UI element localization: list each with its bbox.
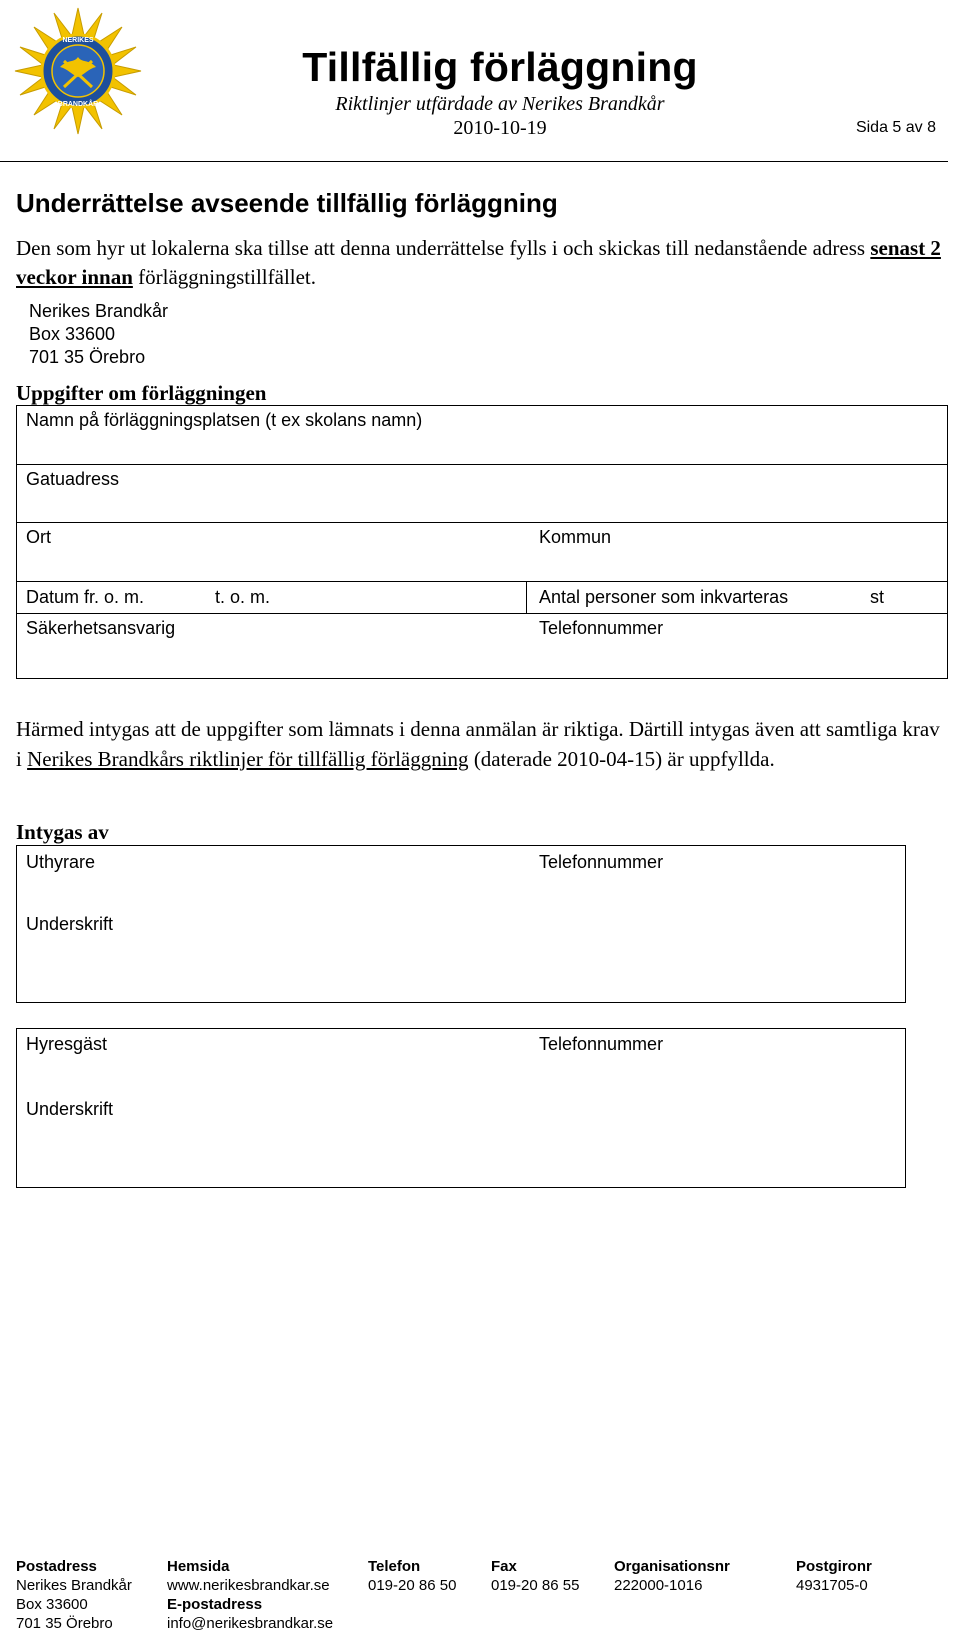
document-subtitle: Riktlinjer utfärdade av Nerikes Brandkår: [335, 93, 665, 115]
tenant-label[interactable]: Hyresgäst: [26, 1034, 108, 1054]
footer-fax: Fax 019-20 86 55: [491, 1558, 580, 1594]
intro-text: Den som hyr ut lokalerna ska tillse att denna underrättelse fylls i och skickas till nedanstående adress: [16, 236, 871, 260]
logo-text-top: NERIKES: [62, 37, 94, 44]
website-link[interactable]: www.nerikesbrandkar.se: [167, 1577, 330, 1594]
logo-text-bottom: BRANDKÅR: [57, 101, 99, 108]
dates-persons-row: [17, 581, 947, 613]
footer-org-number: Organisationsnr 222000-1016: [614, 1558, 730, 1594]
form2-heading: Intygas av: [16, 820, 109, 844]
persons-unit: st: [870, 587, 885, 607]
guidelines-link[interactable]: Nerikes Brandkårs riktlinjer för tillfällig förläggning: [27, 747, 469, 771]
street-field[interactable]: [17, 464, 947, 522]
header-divider: [0, 161, 948, 162]
safety-responsible-label[interactable]: Säkerhetsansvarig: [26, 618, 176, 638]
section-heading: Underrättelse avseende tillfällig förläggning: [16, 188, 558, 218]
landlord-phone-label[interactable]: Telefonnummer: [539, 852, 664, 872]
certification-text: Härmed intygas att de uppgifter som lämnats i denna anmälan är riktiga. Därtill intygas även att samtliga krav i: [16, 717, 940, 771]
document-title: Tillfällig förläggning: [302, 44, 698, 90]
tenant-row: [17, 1029, 905, 1091]
nerikes-brandkar-logo-icon: [14, 5, 142, 135]
footer-website: Hemsida www.nerikesbrandkar.se E-postadress info@nerikesbrandkar.se: [167, 1558, 334, 1632]
tenant-signature-field[interactable]: [17, 1091, 905, 1187]
municipality-label[interactable]: Kommun: [539, 527, 612, 547]
landlord-label[interactable]: Uthyrare: [26, 852, 96, 872]
tenant-phone-label[interactable]: Telefonnummer: [539, 1034, 664, 1054]
footer-postgiro: Postgironr 4931705-0: [796, 1558, 872, 1594]
certification-paragraph: [16, 714, 948, 774]
form1-heading: Uppgifter om förläggningen: [16, 381, 267, 405]
footer-postal-address: Postadress Nerikes Brandkår Box 33600 701 35 Örebro: [16, 1558, 132, 1632]
landlord-signature-label: Underskrift: [26, 914, 114, 934]
document-date: 2010-10-19: [453, 117, 547, 139]
placement-form: [16, 405, 948, 679]
intro-text-end: förläggningstillfället.: [132, 265, 317, 289]
city-municipality-row: [17, 522, 947, 581]
email-link[interactable]: info@nerikesbrandkar.se: [167, 1615, 334, 1632]
date-to-label[interactable]: t. o. m.: [215, 587, 271, 607]
persons-label[interactable]: Antal personer som inkvarteras: [539, 587, 789, 607]
phone-label[interactable]: Telefonnummer: [539, 618, 664, 638]
mailing-address: [29, 300, 168, 369]
landlord-form: [16, 845, 906, 1003]
address-line: Box 33600: [29, 324, 116, 344]
safety-phone-row: [17, 613, 947, 678]
site-name-label: Namn på förläggningsplatsen (t ex skolans namn): [26, 410, 423, 430]
intro-paragraph: [16, 234, 946, 292]
street-label: Gatuadress: [26, 469, 120, 489]
page-number: Sida 5 av 8: [855, 119, 936, 136]
address-line: 701 35 Örebro: [29, 347, 146, 367]
footer-phone: Telefon 019-20 86 50: [368, 1558, 457, 1594]
column-divider: [526, 582, 527, 613]
address-line: Nerikes Brandkår: [29, 301, 169, 321]
city-label[interactable]: Ort: [26, 527, 51, 547]
certification-text-end: (daterade 2010-04-15) är uppfyllda.: [468, 747, 775, 771]
site-name-field[interactable]: [17, 406, 947, 464]
landlord-signature-field[interactable]: [17, 908, 905, 1002]
intro-deadline: senast 2 veckor innan: [16, 236, 941, 289]
date-from-label[interactable]: Datum fr. o. m.: [26, 587, 145, 607]
tenant-signature-label: Underskrift: [26, 1099, 114, 1119]
tenant-form: [16, 1028, 906, 1188]
landlord-row: [17, 846, 905, 908]
